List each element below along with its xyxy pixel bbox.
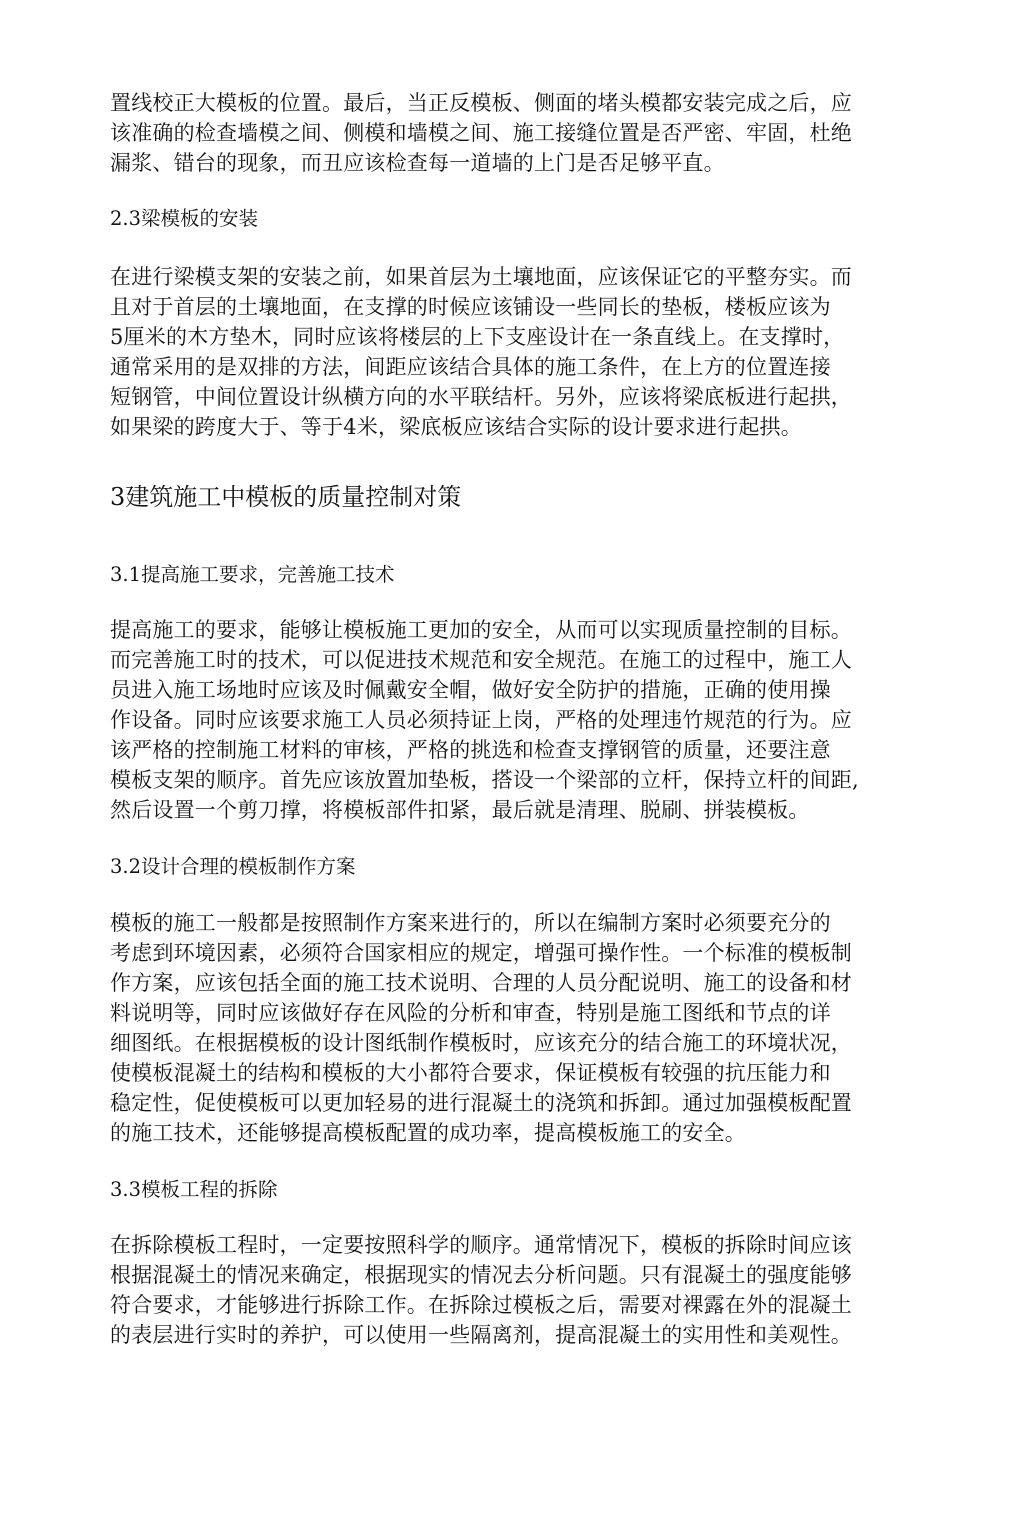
section-heading-3-3: 3.3模板工程的拆除 (110, 1178, 278, 1201)
text-line: 使模板混凝土的结构和模板的大小都符合要求，保证模板有较强的抗压能力和 (110, 1061, 831, 1085)
text-line: 员进入施工场地时应该及时佩戴安全帽，做好安全防护的措施，正确的使用操 (110, 678, 831, 702)
text-line: 然后设置一个剪刀撑，将模板部件扣紧，最后就是清理、脱刷、拼装模板。 (110, 798, 810, 822)
text-line: 在拆除模板工程时，一定要按照科学的顺序。通常情况下，模板的拆除时间应该 (110, 1233, 852, 1257)
text-line: 漏浆、错台的现象，而丑应该检查每一道墙的上门是否足够平直。 (110, 151, 725, 175)
text-line: 的表层进行实时的养护，可以使用一些隔离剂，提高混凝土的实用性和美观性。 (110, 1323, 852, 1347)
text-line: 提高施工的要求，能够让模板施工更加的安全，从而可以实现质量控制的目标。 (110, 618, 852, 642)
text-line: 细图纸。在根据模板的设计图纸制作模板时，应该充分的结合施工的环境状况， (110, 1031, 852, 1055)
chapter-heading-3: 3建筑施工中模板的质量控制对策 (110, 483, 462, 511)
text-line: 该准确的检查墙模之间、侧模和墙模之间、施工接缝位置是否严密、牢固，杜绝 (110, 121, 852, 145)
text-line: 模板的施工一般都是按照制作方案来进行的，所以在编制方案时必须要充分的 (110, 911, 831, 935)
text-line: 的施工技术，还能够提高模板配置的成功率，提高模板施工的安全。 (110, 1121, 746, 1145)
text-line: 通常采用的是双排的方法，间距应该结合具体的施工条件，在上方的位置连接 (110, 355, 831, 379)
section-heading-3-2: 3.2设计合理的模板制作方案 (110, 855, 356, 878)
section-heading-3-1: 3.1提高施工要求，完善施工技术 (110, 563, 395, 586)
text-line: 作方案，应该包括全面的施工技术说明、合理的人员分配说明、施工的设备和材 (110, 971, 852, 995)
text-line: 根据混凝土的情况来确定，根据现实的情况去分析问题。只有混凝土的强度能够 (110, 1263, 852, 1287)
text-line: 料说明等，同时应该做好存在风险的分析和审查，特别是施工图纸和节点的详 (110, 1001, 831, 1025)
section-heading-2-3: 2.3梁模板的安装 (110, 207, 259, 230)
text-line: 该严格的控制施工材料的审核，严格的挑选和检查支撑钢管的质量，还要注意 (110, 738, 831, 762)
text-line: 考虑到环境因素，必须符合国家相应的规定，增强可操作性。一个标准的模板制 (110, 941, 852, 965)
text-line: 作设备。同时应该要求施工人员必须持证上岗，严格的处理违竹规范的行为。应 (110, 708, 852, 732)
text-line: 模板支架的顺序。首先应该放置加垫板，搭设一个梁部的立杆，保持立杆的间距, (110, 768, 859, 792)
text-line: 如果梁的跨度大于、等于4米，梁底板应该结合实际的设计要求进行起拱。 (110, 415, 802, 439)
text-line: 符合要求，才能够进行拆除工作。在拆除过模板之后，需要对裸露在外的混凝土 (110, 1293, 852, 1317)
text-line: 5厘米的木方垫木，同时应该将楼层的上下支座设计在一条直线上。在支撑时， (110, 325, 845, 349)
text-line: 且对于首层的土壤地面，在支撑的时候应该铺设一些同长的垫板，楼板应该为 (110, 295, 831, 319)
text-line: 短钢管，中间位置设计纵横方向的水平联结杆。另外，应该将梁底板进行起拱， (110, 385, 852, 409)
text-line: 置线校正大模板的位置。最后，当正反模板、侧面的堵头模都安装完成之后，应 (110, 91, 852, 115)
text-line: 而完善施工时的技术，可以促进技术规范和安全规范。在施工的过程中，施工人 (110, 648, 852, 672)
text-line: 稳定性，促使模板可以更加轻易的进行混凝土的浇筑和拆卸。通过加强模板配置 (110, 1091, 852, 1115)
text-line: 在进行梁模支架的安装之前，如果首层为土壤地面，应该保证它的平整夯实。而 (110, 265, 852, 289)
